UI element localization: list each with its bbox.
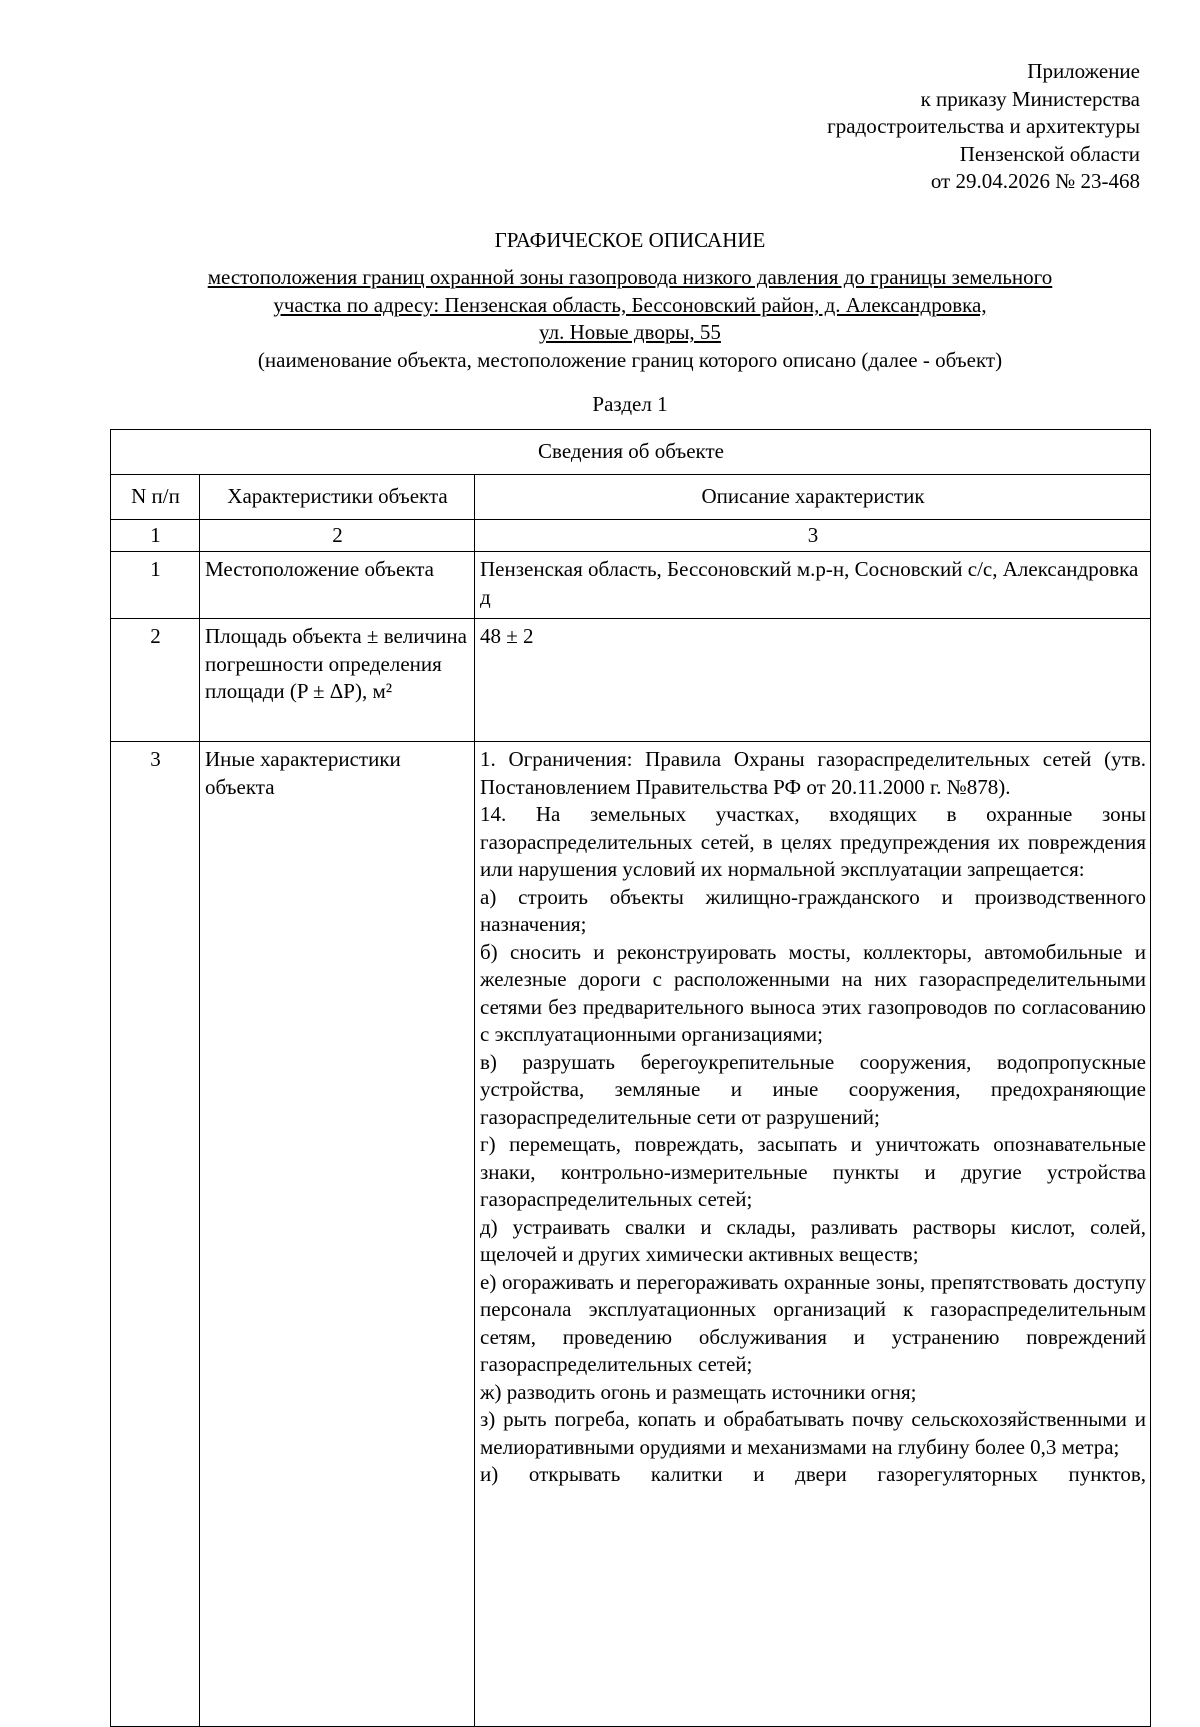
approval-header (600, 58, 1140, 196)
table-row (111, 619, 1151, 742)
restriction-paragraph: б) сносить и реконструировать мосты, коллекторы, автомобильные и железные дороги с расположенными на них газораспределительными сетями без предварительного выноса этих газопроводов по согласованию с эксплуатационными организациями; (480, 939, 1146, 1046)
section-label: Раздел 1 (592, 392, 668, 416)
restriction-paragraph: а) строить объекты жилищно-гражданского и производственного назначения; (480, 884, 1146, 936)
object-name-caption: (наименование объекта, местоположение границ которого описано (далее - объект) (257, 347, 1003, 372)
row-characteristic: Иные характеристики объекта (200, 742, 475, 1727)
header-line: к приказу Министерства (920, 86, 1140, 111)
column-number: 3 (475, 520, 1151, 552)
object-info-table (110, 429, 1151, 1727)
restriction-paragraph: 14. На земельных участках, входящих в охранные зоны газораспределительных сетей, в целях предупреждения их повреждения или нарушения условий их нормальной эксплуатации запрещается: (480, 802, 1146, 881)
column-header: Описание характеристик (475, 475, 1151, 520)
restriction-paragraph: г) перемещать, повреждать, засыпать и уничтожать опознавательные знаки, контрольно-измерительные пункты и другие устройства газораспределительных сетей; (480, 1132, 1146, 1211)
row-characteristic: Площадь объекта ± величина погрешности определения площади (P ± ΔP), м² (200, 619, 475, 742)
restriction-paragraph: е) огораживать и перегораживать охранные зоны, препятствовать доступу персонала эксплуатационных организаций к газораспределительным сетям, проведению обслуживания и устранению повреждений газораспределительных сетей; (480, 1269, 1146, 1376)
table-title: Сведения об объекте (111, 430, 1151, 475)
restriction-paragraph: 1. Ограничения: Правила Охраны газораспределительных сетей (утв. Постановлением Правительства РФ от 20.11.2000 г. №878). (480, 747, 1146, 799)
row-number: 3 (111, 742, 200, 1727)
row-description: 48 ± 2 (475, 619, 1151, 742)
restriction-paragraph: з) рыть погреба, копать и обрабатывать почву сельскохозяйственными и мелиоративными орудиями и механизмами на глубину более 0,3 метра; (480, 1407, 1146, 1459)
row-number: 1 (111, 552, 200, 619)
row-description (475, 742, 1151, 1727)
restriction-paragraph: д) устраивать свалки и склады, разливать растворы кислот, солей, щелочей и других химически активных веществ; (480, 1214, 1146, 1266)
column-number: 2 (200, 520, 475, 552)
header-line: Пензенской области (959, 141, 1140, 166)
restriction-paragraph: и) открывать калитки и двери газорегуляторных пунктов, (480, 1462, 1146, 1486)
table-header-row (111, 475, 1151, 520)
row-number: 2 (111, 619, 200, 742)
table-row (111, 552, 1151, 619)
restriction-paragraph: ж) разводить огонь и размещать источники огня; (480, 1379, 917, 1404)
column-number: 1 (111, 520, 200, 552)
header-line: от 29.04.2026 № 23-468 (930, 169, 1140, 193)
column-header: N п/п (111, 475, 200, 520)
column-number-row (111, 520, 1151, 552)
table-title-row (111, 430, 1151, 475)
column-header: Характеристики объекта (200, 475, 475, 520)
row-description: Пензенская область, Бессоновский м.р-н, Сосновский с/с, Александровка д (475, 552, 1151, 619)
restriction-paragraph: в) разрушать берегоукрепительные сооружения, водопропускные устройства, земляные и иные сооружения, предохраняющие газораспределительные сети от разрушений; (480, 1049, 1146, 1129)
header-line: Приложение (1027, 59, 1140, 83)
row-characteristic: Местоположение объекта (200, 552, 475, 619)
table-row (111, 742, 1151, 1727)
object-name-line: ул. Новые дворы, 55 (539, 320, 721, 344)
object-name (110, 264, 1150, 374)
header-line: градостроительства и архитектуры (827, 114, 1140, 138)
object-name-line: участка по адресу: Пензенская область, Бессоновский район, д. Александровка, (273, 292, 987, 317)
object-name-line: местоположения границ охранной зоны газопровода низкого давления до границы земельного (207, 265, 1053, 289)
document-title: ГРАФИЧЕСКОЕ ОПИСАНИЕ (494, 228, 766, 252)
